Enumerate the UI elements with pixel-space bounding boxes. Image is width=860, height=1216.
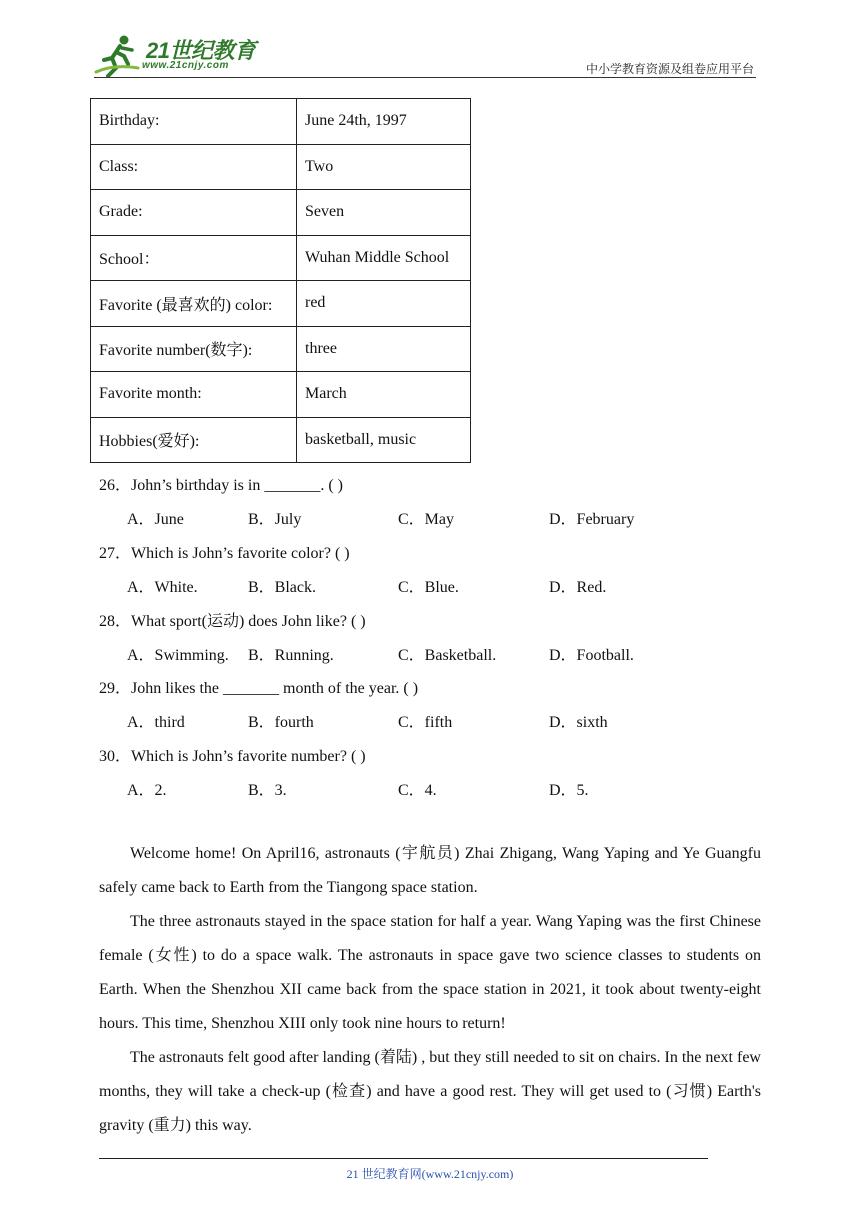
table-row <box>91 417 471 463</box>
table-value: basketball, music <box>297 417 471 463</box>
option-d[interactable]: D．February <box>549 511 635 528</box>
logo <box>94 34 254 78</box>
option-a[interactable]: A．third <box>127 714 185 732</box>
logo-text: 21世纪教育 <box>146 38 256 63</box>
option-d[interactable]: D．Red. <box>549 578 607 596</box>
header-divider <box>94 77 756 78</box>
table-row <box>91 99 471 145</box>
option-c[interactable]: C．fifth <box>398 714 453 732</box>
footer-divider <box>99 1158 708 1159</box>
option-c[interactable]: C．Basketball. <box>398 646 497 664</box>
option-d[interactable]: D．5. <box>549 782 589 800</box>
option-b[interactable]: B．3. <box>248 782 287 800</box>
option-d[interactable]: D．Football. <box>549 646 634 664</box>
table-value: Seven <box>297 190 471 236</box>
passage-paragraph: The astronauts felt good after landing (着陆) , but they still needed to sit on chairs. In the next few months, they will take a check-up (检查) and have a good rest. They will get used to (习惯) Earth's gravity (重力) this way. <box>99 1049 761 1134</box>
option-a[interactable]: A．2. <box>127 782 167 800</box>
table-value: June 24th, 1997 <box>297 99 471 145</box>
option-b[interactable]: B．Black. <box>248 578 316 596</box>
option-a[interactable]: A．Swimming. <box>127 646 229 664</box>
option-b[interactable]: B．Running. <box>248 646 334 664</box>
option-a[interactable]: A．June <box>127 511 184 528</box>
platform-title: 中小学教育资源及组卷应用平台 <box>585 62 754 76</box>
option-b[interactable]: B．July <box>248 511 302 528</box>
question-26: 26．John’s birthday is in _______. ( ) <box>99 477 343 494</box>
table-key: Favorite number(数字): <box>91 326 297 372</box>
runner-icon <box>94 34 144 78</box>
table-value: Two <box>297 144 471 190</box>
option-c[interactable]: C．Blue. <box>398 578 459 596</box>
table-key: Favorite (最喜欢的) color: <box>91 281 297 327</box>
table-key: Hobbies(爱好): <box>91 417 297 463</box>
table-key: Birthday: <box>91 99 297 145</box>
table-row <box>91 235 471 281</box>
passage-paragraph: Welcome home! On April16, astronauts (宇航员) Zhai Zhigang, Wang Yaping and Ye Guangfu safely came back to Earth from the Tiangong space station. <box>99 845 761 896</box>
question-30: 30．Which is John’s favorite number? ( ) <box>99 748 366 766</box>
table-key: School： <box>91 235 297 281</box>
passage-paragraph: The three astronauts stayed in the space station for half a year. Wang Yaping was the first Chinese female (女性) to do a space walk. The astronauts in space gave two science classes to students on Earth. When the Shenzhou XII came back from the space station in 2021, it took about twenty-eight hours. This time, Shenzhou XIII only took nine hours to return! <box>99 913 761 1032</box>
table-key: Favorite month: <box>91 372 297 418</box>
table-row <box>91 190 471 236</box>
footer-text: 21 世纪教育网(www.21cnjy.com) <box>346 1167 514 1181</box>
table-value: Wuhan Middle School <box>297 235 471 281</box>
question-28: 28．What sport(运动) does John like? ( ) <box>99 612 366 630</box>
table-key: Grade: <box>91 190 297 236</box>
table-row <box>91 281 471 327</box>
table-value: red <box>297 281 471 327</box>
table-row <box>91 144 471 190</box>
option-c[interactable]: C．4. <box>398 782 437 800</box>
table-key: Class: <box>91 144 297 190</box>
question-29: 29．John likes the _______ month of the year. ( ) <box>99 680 419 698</box>
option-c[interactable]: C．May <box>398 511 455 528</box>
option-b[interactable]: B．fourth <box>248 714 314 732</box>
table-value: three <box>297 326 471 372</box>
page-header <box>0 0 860 80</box>
table-row <box>91 372 471 418</box>
table-row <box>91 326 471 372</box>
logo-url: www.21cnjy.com <box>142 60 229 71</box>
profile-table <box>90 98 471 463</box>
question-27: 27．Which is John’s favorite color? ( ) <box>99 544 350 562</box>
reading-passage <box>99 837 761 1143</box>
option-a[interactable]: A．White. <box>127 578 198 596</box>
option-d[interactable]: D．sixth <box>549 714 608 732</box>
table-value: March <box>297 372 471 418</box>
